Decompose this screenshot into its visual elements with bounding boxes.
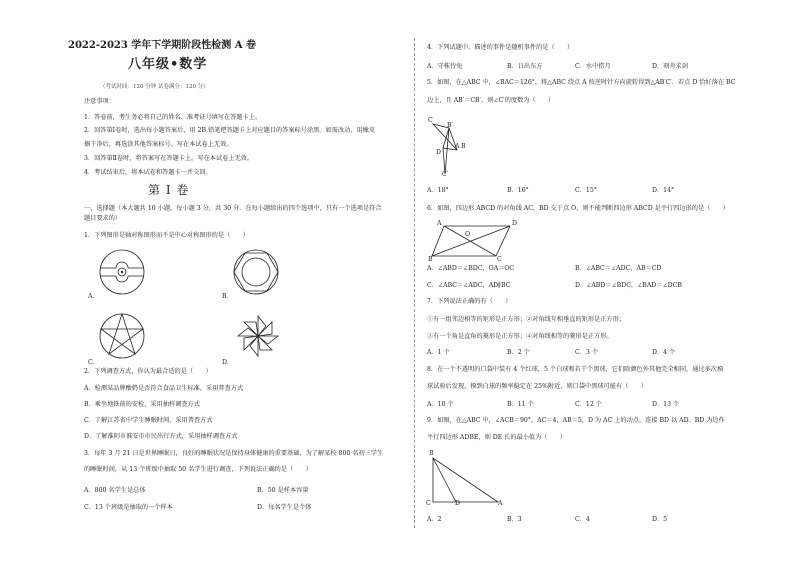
q4-stem: 4．下列试题中，描述的事件是随机事件的是（ ） — [427, 44, 574, 51]
q9-option: D．5 — [652, 516, 668, 523]
q8-option: B．11 个 — [507, 401, 534, 408]
q1-figure-b — [232, 248, 280, 296]
q1-label-b: B． — [222, 293, 233, 300]
q9-option: B．3 — [507, 516, 522, 523]
note-line: 2．回答第Ⅰ卷时，选出每小题答案后，用 2B 铅笔把答题卡上对应题目的答案标号涂黑。如需改动，用橡皮 — [84, 127, 376, 134]
exam-info: （考试时间：120 分钟 试卷满分：120 分） — [100, 84, 209, 90]
q6-option: C．∠ABC＝∠ADC，AD∥BC — [427, 282, 511, 289]
q4-option: B．日出东方 — [507, 63, 543, 70]
q1-figure-a — [98, 248, 146, 296]
q5-label: D — [436, 149, 441, 156]
q4-option: A．守株待兔 — [427, 63, 463, 70]
q1-figure-d — [234, 312, 282, 360]
q8-option: C．12 个 — [575, 401, 602, 408]
q6-figure — [430, 220, 516, 262]
q7-option: C．3 个 — [575, 349, 599, 356]
q7-option: A．1 个 — [427, 349, 450, 356]
q7-line: ①有一组邻边相等的矩形是正方形；②对角线互相垂直的矩形是正方形； — [427, 316, 625, 323]
q1-label-d: D． — [222, 359, 234, 366]
q6-label: O — [465, 231, 471, 238]
q3-stem: 的睡眠时间，从 13 个班级中抽取 50 名学生进行调查，下列说法正确的是（ ） — [84, 466, 312, 473]
q7-option: B．2 个 — [507, 349, 530, 356]
q5-label: B′ — [447, 122, 453, 129]
q6-label: C — [497, 256, 502, 263]
q3-option: B．50 是样本容量 — [257, 487, 309, 494]
q2-option: D．了解淮阴市淮安市市民出行方式，采用抽样调查方式 — [84, 433, 238, 440]
exam-subject: 八年级•数学 — [128, 57, 208, 72]
q4-option: D．刻舟求剑 — [652, 63, 688, 70]
q2-option: A．检测某品牌酸奶是否符合食品卫生标准，采用普查方式 — [84, 385, 244, 392]
q5-option: A．18° — [427, 187, 449, 194]
q5-label: C — [428, 117, 433, 124]
q6-label: B — [428, 256, 433, 263]
q1-figure-c — [98, 312, 146, 360]
q4-option: C．水中捞月 — [575, 63, 611, 70]
note-line: 擦干净后，再选涂其他答案标号。写在本试卷上无效。 — [84, 141, 233, 148]
q5-label: A — [455, 143, 460, 150]
q9-label: B — [429, 450, 434, 457]
q8-option: D．13 个 — [652, 401, 680, 408]
q6-label: A — [437, 220, 442, 227]
q8-stem: 8．在一个不透明的口袋中装有 4 个红球，5 个白球和若干个黑球，它们除颜色外其他完全相同，通过多次摸 — [427, 366, 724, 373]
q7-stem: 7．下列说法正确的有（ ） — [427, 298, 512, 305]
exam-title: 2022-2023 学年下学期阶段性检测 A 卷 — [68, 40, 257, 51]
q5-option: B．16° — [507, 187, 529, 194]
q6-stem: 6．如图，四边形 ABCD 的对角线 AC，BD 交于点 O，则不能判断四边形 ABCD 是平行四边形的是（ ） — [427, 205, 729, 212]
q3-stem: 3．每年 3 月 21 日是世界睡眠日，良好的睡眠状况是保持身体健康的重要基础，为了解某校 800 名初三学生 — [84, 450, 384, 457]
q9-label: C — [426, 500, 431, 507]
q7-option: D．4 个 — [652, 349, 676, 356]
q7-line: ③有一个角是直角的菱形是正方形；④对角线相等的菱形是正方形。 — [427, 333, 613, 340]
q5-label: B — [461, 143, 466, 150]
q2-option: C．了解江苏省中学生睡眠时间，采用普查方式 — [84, 417, 213, 424]
note-line: 3．回答第Ⅱ卷时，将答案写在答题卡上。写在本试卷上无效。 — [84, 155, 254, 162]
q9-label: A — [498, 500, 503, 507]
q6-option: D．∠ABD＝∠BDC，∠BAD＝∠DCB — [575, 282, 682, 289]
q3-option: C．13 个班级是抽取的一个样本 — [84, 504, 173, 511]
q9-option: A．2 — [427, 516, 442, 523]
q1-stem: 1．下列图形是轴对称图形而不是中心对称图形的是（ ） — [84, 232, 249, 239]
q2-option: B．乘坐地铁前的安检，采用抽样调查方式 — [84, 401, 200, 408]
q1-label-a: A． — [88, 293, 99, 300]
q6-option: A．∠ABD＝∠BDC，OA＝OC — [427, 265, 515, 272]
q6-option: B．∠ABC＝∠ADC，AB＝CD — [575, 265, 662, 272]
q1-label-c: C． — [88, 359, 99, 366]
q8-stem: 球试验后发现，摸到白球的频率稳定在 25%附近，则口袋中黑球可能有（ ） — [427, 383, 647, 390]
q9-label: D — [455, 500, 460, 507]
q9-stem: 平行四边形 ADBE，则 DE 长的最小值为（ ） — [427, 434, 567, 441]
q8-option: A．10 个 — [427, 401, 454, 408]
q5-label: C′ — [442, 171, 449, 178]
notes-heading: 注意事项： — [84, 98, 115, 105]
section-intro: 一、选择题（本大题共 10 小题，每小题 3 分，共 30 分．在每小题给出的四个选项中，只有一个选项是符合 — [84, 205, 382, 212]
q9-option: C．4 — [575, 516, 590, 523]
note-line: 1．答卷前，考生务必将自己的姓名、准考证号填写在答题卡上。 — [84, 114, 262, 121]
q9-stem: 9．如图，在△ABC 中，∠ACB＝90°，AC＝4，AB＝5，D 为 AC 上的动点，连接 BD 以 AD、BD 为边作 — [427, 417, 725, 424]
q5-option: C．15° — [575, 187, 597, 194]
q3-option: D．每名学生是个体 — [257, 504, 312, 511]
note-line: 4．考试结束后，将本试卷和答题卡一并交回。 — [84, 169, 212, 176]
q5-stem: 边上，且 AB′＝CB′，则∠C′的度数为（ ） — [427, 97, 555, 104]
section-intro: 题目要求的） — [84, 215, 122, 222]
q2-stem: 2．下列调查方式，你认为最合适的是（ ） — [84, 368, 212, 375]
q5-option: D．14° — [652, 187, 675, 194]
q3-option: A．800 名学生是总体 — [84, 487, 146, 494]
column-divider — [414, 38, 415, 528]
q6-label: D — [512, 220, 517, 227]
q9-figure — [430, 454, 505, 509]
section-title: 第 I 卷 — [148, 183, 190, 197]
q5-stem: 5．如图，在△ABC 中，∠BAC＝126°，将△ABC 绕点 A 按逆时针方向旋转得到△AB′C′．若点 D 恰好落在 BC — [427, 79, 736, 86]
